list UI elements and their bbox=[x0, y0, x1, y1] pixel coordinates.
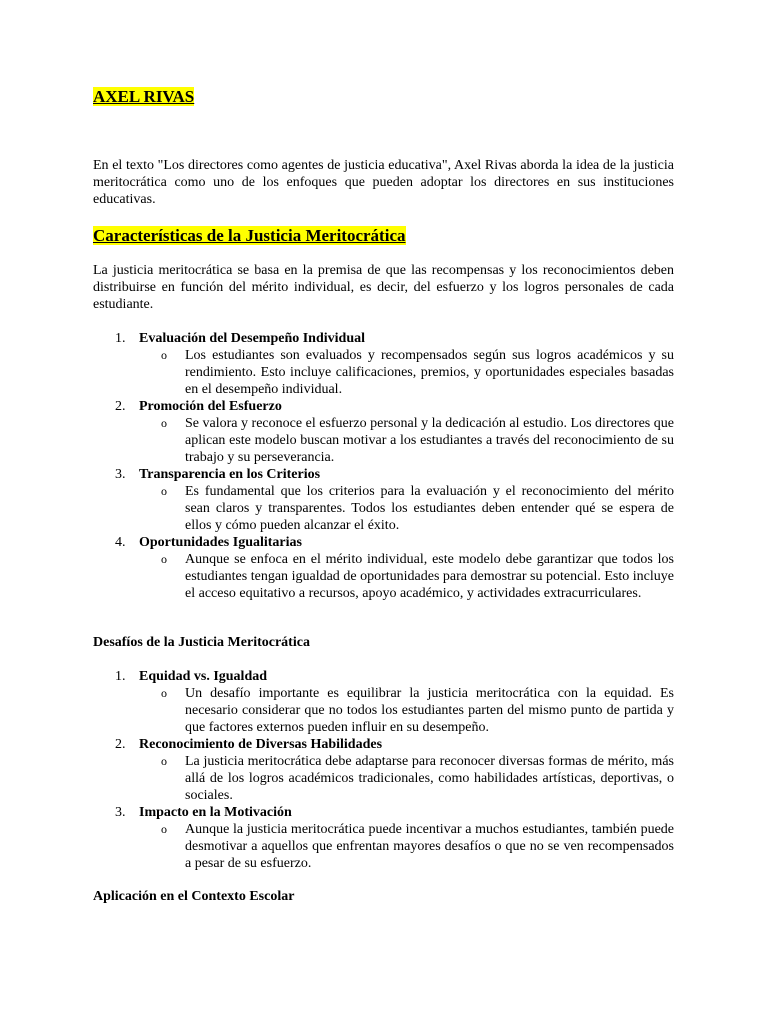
sub-list-item bbox=[139, 551, 674, 602]
list-number: 2. bbox=[115, 737, 126, 752]
bullet-icon: o bbox=[161, 686, 167, 700]
sub-list-text: Se valora y reconoce el esfuerzo personal y la dedicación al estudio. Los directores que aplican este modelo buscan motivar a los estudiantes a través del reconocimiento de su trabajo y su perseverancia. bbox=[185, 416, 674, 465]
list-number: 1. bbox=[115, 669, 126, 684]
sub-list-item bbox=[139, 753, 674, 804]
bullet-icon: o bbox=[161, 552, 167, 566]
bullet-icon: o bbox=[161, 348, 167, 362]
list-item bbox=[93, 736, 674, 804]
sub-list-item bbox=[139, 483, 674, 534]
bullet-icon: o bbox=[161, 416, 167, 430]
list-item bbox=[93, 466, 674, 534]
sub-list-text: Aunque se enfoca en el mérito individual, este modelo debe garantizar que todos los estudiantes tengan igualdad de oportunidades para demostrar su potencial. Esto incluye el acceso equitativo a recursos, apoyo académico, y actividades extracurriculares. bbox=[185, 552, 674, 601]
desafios-list bbox=[93, 668, 674, 872]
section-heading-caracteristicas bbox=[93, 226, 406, 246]
bullet-icon: o bbox=[161, 822, 167, 836]
list-number: 2. bbox=[115, 399, 126, 414]
bullet-icon: o bbox=[161, 754, 167, 768]
list-item bbox=[93, 398, 674, 466]
list-number: 1. bbox=[115, 331, 126, 346]
list-item-title: Reconocimiento de Diversas Habilidades bbox=[139, 737, 383, 752]
sub-list-text: Es fundamental que los criterios para la evaluación y el reconocimiento del mérito sean claros y transparentes. Todos los estudiantes deben entender qué se espera de ellos y cómo pueden alcanzar el éxito. bbox=[185, 484, 674, 533]
caracteristicas-paragraph: La justicia meritocrática se basa en la premisa de que las recompensas y los reconocimientos deben distribuirse en función del mérito individual, es decir, del esfuerzo y los logros personales de cada estudiante. bbox=[93, 263, 674, 312]
sub-list-text: Aunque la justicia meritocrática puede incentivar a muchos estudiantes, también puede desmotivar a aquellos que enfrentan mayores desafíos o que no se ven recompensados a pesar de su esfuerzo. bbox=[185, 822, 674, 871]
list-number: 4. bbox=[115, 535, 126, 550]
sub-list bbox=[139, 415, 674, 466]
sub-list bbox=[139, 685, 674, 736]
list-item-title: Transparencia en los Criterios bbox=[139, 467, 321, 482]
sub-list bbox=[139, 483, 674, 534]
sub-list bbox=[139, 753, 674, 804]
sub-list bbox=[139, 821, 674, 872]
section-heading-desafios: Desafíos de la Justicia Meritocrática bbox=[93, 635, 310, 650]
bullet-icon: o bbox=[161, 484, 167, 498]
sub-list-item bbox=[139, 685, 674, 736]
list-item bbox=[93, 534, 674, 602]
list-item bbox=[93, 668, 674, 736]
title-highlight: AXEL RIVAS bbox=[93, 87, 195, 106]
intro-paragraph: En el texto "Los directores como agentes de justicia educativa", Axel Rivas aborda la idea de la justicia meritocrática como uno de los enfoques que pueden adoptar los directores en sus instituciones educativas. bbox=[93, 158, 674, 207]
heading-highlight: Características de la Justicia Meritocrática bbox=[93, 226, 406, 245]
sub-list bbox=[139, 347, 674, 398]
sub-list-text: Un desafío importante es equilibrar la justicia meritocrática con la equidad. Es necesario considerar que no todos los estudiantes parten del mismo punto de partida y que factores externos pueden influir en su desempeño. bbox=[185, 686, 674, 735]
sub-list-item bbox=[139, 821, 674, 872]
list-item bbox=[93, 804, 674, 872]
list-item-title: Evaluación del Desempeño Individual bbox=[139, 331, 365, 346]
sub-list-text: Los estudiantes son evaluados y recompensados según sus logros académicos y su rendimiento. Esto incluye calificaciones, premios, y oportunidades especiales basadas en el desempeño individual. bbox=[185, 348, 674, 397]
document-title bbox=[93, 87, 194, 107]
sub-list-item bbox=[139, 347, 674, 398]
list-item-title: Promoción del Esfuerzo bbox=[139, 399, 282, 414]
list-number: 3. bbox=[115, 467, 126, 482]
sub-list bbox=[139, 551, 674, 602]
sub-list-item bbox=[139, 415, 674, 466]
sub-list-text: La justicia meritocrática debe adaptarse para reconocer diversas formas de mérito, más allá de los logros académicos tradicionales, como habilidades artísticas, deportivas, o sociales. bbox=[185, 754, 674, 803]
list-item-title: Impacto en la Motivación bbox=[139, 805, 292, 820]
list-item-title: Oportunidades Igualitarias bbox=[139, 535, 302, 550]
section-heading-aplicacion: Aplicación en el Contexto Escolar bbox=[93, 889, 295, 904]
caracteristicas-list bbox=[93, 330, 674, 602]
list-item-title: Equidad vs. Igualdad bbox=[139, 669, 268, 684]
list-item bbox=[93, 330, 674, 398]
list-number: 3. bbox=[115, 805, 126, 820]
